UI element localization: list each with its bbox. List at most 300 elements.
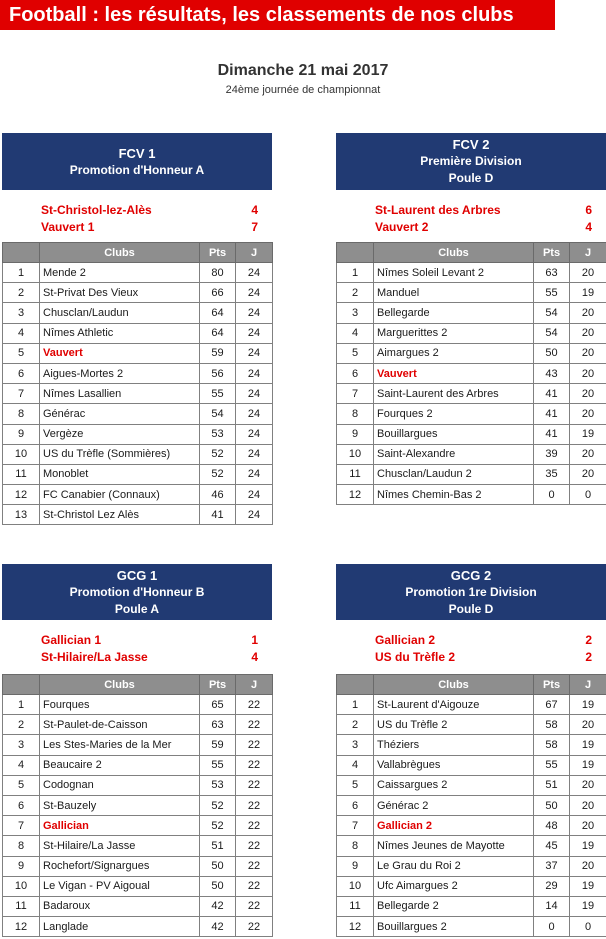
table-row (337, 795, 606, 815)
cell-club: Générac (40, 404, 200, 424)
cell-club: Aigues-Mortes 2 (40, 363, 200, 383)
result-row (41, 219, 258, 236)
cell-club: Nîmes Soleil Levant 2 (374, 263, 534, 283)
match-results (2, 202, 272, 236)
cell-pts: 59 (200, 735, 236, 755)
cell-j: 20 (570, 343, 606, 363)
cell-club: Rochefort/Signargues (40, 856, 200, 876)
block-fcv1 (2, 133, 272, 521)
cell-pts: 37 (534, 856, 570, 876)
result-team: St-Hilaire/La Jasse (41, 650, 148, 664)
cell-rank: 1 (337, 263, 374, 283)
cell-j: 22 (236, 876, 273, 896)
table-row (337, 715, 606, 735)
standings-table (336, 674, 606, 937)
table-row (337, 464, 606, 484)
table-row (3, 363, 273, 383)
cell-club: Nîmes Jeunes de Mayotte (374, 836, 534, 856)
table-row (3, 343, 273, 363)
cell-pts: 52 (200, 795, 236, 815)
cell-j: 20 (570, 464, 606, 484)
cell-pts: 55 (200, 755, 236, 775)
header-pts: Pts (200, 243, 236, 263)
header-j: J (236, 243, 273, 263)
cell-rank: 6 (3, 795, 40, 815)
cell-pts: 80 (200, 263, 236, 283)
cell-rank: 12 (3, 485, 40, 505)
table-row (3, 755, 273, 775)
table-row (3, 404, 273, 424)
table-row (3, 795, 273, 815)
header-clubs: Clubs (40, 243, 200, 263)
cell-rank: 4 (337, 323, 374, 343)
cell-rank: 6 (337, 363, 374, 383)
cell-rank: 12 (3, 917, 40, 937)
table-row (3, 775, 273, 795)
cell-rank: 9 (3, 424, 40, 444)
result-score: 2 (585, 633, 592, 647)
table-row (3, 505, 273, 525)
cell-club: St-Laurent d'Aigouze (374, 695, 534, 715)
header-clubs: Clubs (374, 243, 534, 263)
cell-j: 20 (570, 323, 606, 343)
cell-club: Générac 2 (374, 795, 534, 815)
cell-club: Chusclan/Laudun 2 (374, 464, 534, 484)
cell-j: 22 (236, 816, 273, 836)
header-clubs: Clubs (374, 675, 534, 695)
cell-pts: 45 (534, 836, 570, 856)
table-row (337, 424, 606, 444)
result-row (41, 202, 258, 219)
cell-club: Chusclan/Laudun (40, 303, 200, 323)
cell-pts: 55 (534, 755, 570, 775)
cell-rank: 13 (3, 505, 40, 525)
cell-rank: 5 (3, 343, 40, 363)
cell-pts: 50 (200, 856, 236, 876)
cell-pts: 48 (534, 816, 570, 836)
table-row (3, 816, 273, 836)
cell-rank: 6 (3, 363, 40, 383)
cell-rank: 10 (3, 444, 40, 464)
table-row (3, 917, 273, 937)
result-score: 4 (585, 220, 592, 234)
cell-rank: 1 (337, 695, 374, 715)
cell-club: Fourques (40, 695, 200, 715)
table-row (337, 444, 606, 464)
result-score: 4 (251, 650, 258, 664)
result-team: Gallician 1 (41, 633, 102, 647)
result-team: St-Christol-lez-Alès (41, 203, 152, 217)
match-results (2, 632, 272, 666)
cell-j: 22 (236, 856, 273, 876)
cell-rank: 5 (337, 775, 374, 795)
section-subtitle2: Poule D (448, 601, 494, 616)
section-subtitle2: Poule A (114, 601, 160, 616)
table-row (337, 263, 606, 283)
match-results (336, 202, 606, 236)
cell-club: Badaroux (40, 896, 200, 916)
cell-j: 20 (570, 775, 606, 795)
section-subtitle: Première Division (420, 154, 522, 168)
table-row (3, 695, 273, 715)
table-header-row (3, 675, 273, 695)
cell-pts: 50 (200, 876, 236, 896)
cell-rank: 3 (3, 303, 40, 323)
cell-club: Les Stes-Maries de la Mer (40, 735, 200, 755)
cell-rank: 5 (337, 343, 374, 363)
cell-club: Le Vigan - PV Aigoual (40, 876, 200, 896)
cell-pts: 41 (534, 384, 570, 404)
cell-rank: 1 (3, 263, 40, 283)
cell-j: 20 (570, 404, 606, 424)
cell-j: 22 (236, 795, 273, 815)
cell-club: Le Grau du Roi 2 (374, 856, 534, 876)
cell-pts: 55 (200, 384, 236, 404)
cell-j: 19 (570, 896, 606, 916)
block-fcv2 (336, 133, 606, 501)
cell-rank: 1 (3, 695, 40, 715)
cell-pts: 51 (534, 775, 570, 795)
cell-j: 24 (236, 384, 273, 404)
result-score: 7 (251, 220, 258, 234)
cell-pts: 53 (200, 424, 236, 444)
standings-table (2, 674, 273, 937)
cell-rank: 3 (3, 735, 40, 755)
cell-club: Vallabrègues (374, 755, 534, 775)
match-date: Dimanche 21 mai 2017 (217, 62, 389, 79)
cell-club: Langlade (40, 917, 200, 937)
header-clubs: Clubs (40, 675, 200, 695)
match-results (336, 632, 606, 666)
table-header-row (337, 675, 606, 695)
section-subtitle2: Poule D (448, 171, 494, 185)
cell-pts: 39 (534, 444, 570, 464)
cell-rank: 8 (337, 404, 374, 424)
header-pts: Pts (534, 243, 570, 263)
cell-j: 19 (570, 735, 606, 755)
cell-j: 19 (570, 876, 606, 896)
cell-pts: 56 (200, 363, 236, 383)
cell-rank: 7 (3, 384, 40, 404)
cell-pts: 0 (534, 485, 570, 505)
cell-j: 22 (236, 755, 273, 775)
section-title: FCV 2 (452, 137, 490, 152)
table-row (337, 283, 606, 303)
result-row (375, 632, 592, 649)
cell-club: St-Christol Lez Alès (40, 505, 200, 525)
section-subtitle: Promotion 1re Division (405, 584, 537, 599)
result-row (375, 202, 592, 219)
cell-j: 24 (236, 505, 273, 525)
cell-pts: 58 (534, 715, 570, 735)
cell-j: 22 (236, 695, 273, 715)
table-row (3, 384, 273, 404)
cell-pts: 54 (200, 404, 236, 424)
cell-j: 19 (570, 283, 606, 303)
table-row (3, 283, 273, 303)
table-row (3, 263, 273, 283)
cell-pts: 42 (200, 917, 236, 937)
cell-pts: 35 (534, 464, 570, 484)
cell-pts: 0 (534, 917, 570, 937)
round-label: 24ème journée de championnat (225, 84, 381, 96)
cell-j: 24 (236, 263, 273, 283)
cell-club: Gallician 2 (374, 816, 534, 836)
cell-j: 19 (570, 424, 606, 444)
result-score: 6 (585, 203, 592, 217)
block-gcg1 (2, 564, 272, 933)
page-banner: Football : les résultats, les classements de nos clubs (0, 0, 555, 30)
cell-j: 24 (236, 363, 273, 383)
cell-j: 24 (236, 444, 273, 464)
cell-rank: 2 (3, 715, 40, 735)
cell-pts: 63 (534, 263, 570, 283)
cell-j: 20 (570, 444, 606, 464)
cell-j: 22 (236, 917, 273, 937)
table-row (337, 404, 606, 424)
cell-club: Nîmes Athletic (40, 323, 200, 343)
cell-j: 24 (236, 323, 273, 343)
cell-pts: 55 (534, 283, 570, 303)
cell-rank: 11 (337, 896, 374, 916)
result-score: 4 (251, 203, 258, 217)
cell-j: 24 (236, 404, 273, 424)
table-row (3, 424, 273, 444)
cell-club: Ufc Aimargues 2 (374, 876, 534, 896)
table-row (337, 735, 606, 755)
cell-j: 20 (570, 363, 606, 383)
table-row (337, 775, 606, 795)
result-score: 1 (251, 633, 258, 647)
cell-pts: 52 (200, 464, 236, 484)
cell-j: 24 (236, 283, 273, 303)
header-rank (337, 243, 374, 263)
table-row (3, 856, 273, 876)
table-row (337, 856, 606, 876)
result-row (41, 649, 258, 666)
table-row (337, 695, 606, 715)
header-pts: Pts (200, 675, 236, 695)
cell-rank: 2 (3, 283, 40, 303)
table-row (337, 896, 606, 916)
cell-pts: 51 (200, 836, 236, 856)
cell-club: St-Hilaire/La Jasse (40, 836, 200, 856)
cell-rank: 6 (337, 795, 374, 815)
section-title: FCV 1 (118, 145, 156, 161)
cell-pts: 42 (200, 896, 236, 916)
cell-club: Aimargues 2 (374, 343, 534, 363)
cell-pts: 41 (534, 424, 570, 444)
cell-club: US du Trèfle 2 (374, 715, 534, 735)
cell-rank: 8 (3, 404, 40, 424)
cell-j: 24 (236, 485, 273, 505)
cell-club: Nîmes Chemin-Bas 2 (374, 485, 534, 505)
cell-rank: 10 (3, 876, 40, 896)
table-row (337, 816, 606, 836)
cell-club: St-Bauzely (40, 795, 200, 815)
standings-table (336, 242, 606, 505)
section-header (336, 133, 606, 190)
cell-club: FC Canabier (Connaux) (40, 485, 200, 505)
cell-pts: 14 (534, 896, 570, 916)
table-row (337, 485, 606, 505)
cell-j: 20 (570, 856, 606, 876)
table-row (3, 323, 273, 343)
cell-j: 24 (236, 464, 273, 484)
cell-club: Manduel (374, 283, 534, 303)
standings-table (2, 242, 273, 525)
cell-pts: 52 (200, 444, 236, 464)
cell-j: 24 (236, 343, 273, 363)
cell-club: Bellegarde (374, 303, 534, 323)
header-rank (3, 243, 40, 263)
cell-club: Marguerittes 2 (374, 323, 534, 343)
cell-club: Gallician (40, 816, 200, 836)
table-row (337, 384, 606, 404)
cell-club: Vauvert (40, 343, 200, 363)
cell-club: Bouillargues 2 (374, 917, 534, 937)
table-header-row (3, 243, 273, 263)
cell-rank: 12 (337, 917, 374, 937)
cell-pts: 59 (200, 343, 236, 363)
cell-j: 22 (236, 836, 273, 856)
cell-j: 19 (570, 695, 606, 715)
cell-j: 22 (236, 896, 273, 916)
cell-pts: 54 (534, 323, 570, 343)
cell-club: Saint-Alexandre (374, 444, 534, 464)
cell-rank: 9 (337, 424, 374, 444)
cell-j: 0 (570, 917, 606, 937)
cell-club: Mende 2 (40, 263, 200, 283)
cell-j: 20 (570, 263, 606, 283)
cell-pts: 54 (534, 303, 570, 323)
result-row (375, 219, 592, 236)
cell-pts: 41 (200, 505, 236, 525)
cell-rank: 3 (337, 735, 374, 755)
cell-rank: 8 (3, 836, 40, 856)
table-row (3, 896, 273, 916)
table-row (3, 444, 273, 464)
cell-club: Fourques 2 (374, 404, 534, 424)
cell-j: 20 (570, 384, 606, 404)
cell-rank: 10 (337, 876, 374, 896)
cell-rank: 9 (337, 856, 374, 876)
cell-rank: 2 (337, 715, 374, 735)
header-rank (337, 675, 374, 695)
cell-pts: 66 (200, 283, 236, 303)
table-row (337, 917, 606, 937)
cell-club: Bouillargues (374, 424, 534, 444)
cell-pts: 65 (200, 695, 236, 715)
table-row (337, 323, 606, 343)
cell-j: 0 (570, 485, 606, 505)
cell-j: 19 (570, 836, 606, 856)
cell-rank: 12 (337, 485, 374, 505)
table-row (337, 755, 606, 775)
table-row (337, 876, 606, 896)
cell-rank: 7 (3, 816, 40, 836)
cell-club: Saint-Laurent des Arbres (374, 384, 534, 404)
cell-pts: 46 (200, 485, 236, 505)
table-row (337, 836, 606, 856)
header-j: J (570, 675, 606, 695)
cell-club: Beaucaire 2 (40, 755, 200, 775)
header-rank (3, 675, 40, 695)
header-j: J (570, 243, 606, 263)
table-header-row (337, 243, 606, 263)
table-row (3, 836, 273, 856)
cell-j: 20 (570, 715, 606, 735)
table-row (337, 343, 606, 363)
cell-club: Caissargues 2 (374, 775, 534, 795)
cell-pts: 63 (200, 715, 236, 735)
cell-pts: 50 (534, 343, 570, 363)
cell-rank: 5 (3, 775, 40, 795)
cell-j: 19 (570, 755, 606, 775)
cell-rank: 9 (3, 856, 40, 876)
cell-rank: 7 (337, 384, 374, 404)
cell-rank: 7 (337, 816, 374, 836)
result-team: Gallician 2 (375, 633, 436, 647)
table-row (337, 303, 606, 323)
table-row (3, 876, 273, 896)
cell-pts: 58 (534, 735, 570, 755)
cell-j: 24 (236, 424, 273, 444)
result-team: St-Laurent des Arbres (375, 203, 501, 217)
cell-club: Bellegarde 2 (374, 896, 534, 916)
cell-j: 24 (236, 303, 273, 323)
cell-club: Nîmes Lasallien (40, 384, 200, 404)
result-row (375, 649, 592, 666)
cell-rank: 11 (3, 896, 40, 916)
cell-j: 20 (570, 795, 606, 815)
cell-club: US du Trèfle (Sommières) (40, 444, 200, 464)
cell-club: Monoblet (40, 464, 200, 484)
cell-club: Vauvert (374, 363, 534, 383)
cell-j: 22 (236, 775, 273, 795)
cell-pts: 41 (534, 404, 570, 424)
cell-pts: 50 (534, 795, 570, 815)
cell-pts: 64 (200, 303, 236, 323)
cell-rank: 4 (3, 755, 40, 775)
cell-j: 22 (236, 715, 273, 735)
table-row (3, 485, 273, 505)
cell-club: St-Privat Des Vieux (40, 283, 200, 303)
cell-rank: 11 (337, 464, 374, 484)
cell-pts: 64 (200, 323, 236, 343)
cell-pts: 29 (534, 876, 570, 896)
cell-pts: 53 (200, 775, 236, 795)
table-row (3, 735, 273, 755)
cell-club: Théziers (374, 735, 534, 755)
header-pts: Pts (534, 675, 570, 695)
section-header (2, 133, 272, 190)
result-score: 2 (585, 650, 592, 664)
block-gcg2 (336, 564, 606, 933)
cell-j: 20 (570, 816, 606, 836)
cell-club: Codognan (40, 775, 200, 795)
result-team: US du Trèfle 2 (375, 650, 456, 664)
cell-rank: 11 (3, 464, 40, 484)
result-team: Vauvert 2 (375, 220, 429, 234)
header-j: J (236, 675, 273, 695)
cell-j: 22 (236, 735, 273, 755)
cell-j: 20 (570, 303, 606, 323)
table-row (337, 363, 606, 383)
section-title: GCG 1 (116, 567, 158, 583)
cell-club: St-Paulet-de-Caisson (40, 715, 200, 735)
cell-rank: 4 (3, 323, 40, 343)
